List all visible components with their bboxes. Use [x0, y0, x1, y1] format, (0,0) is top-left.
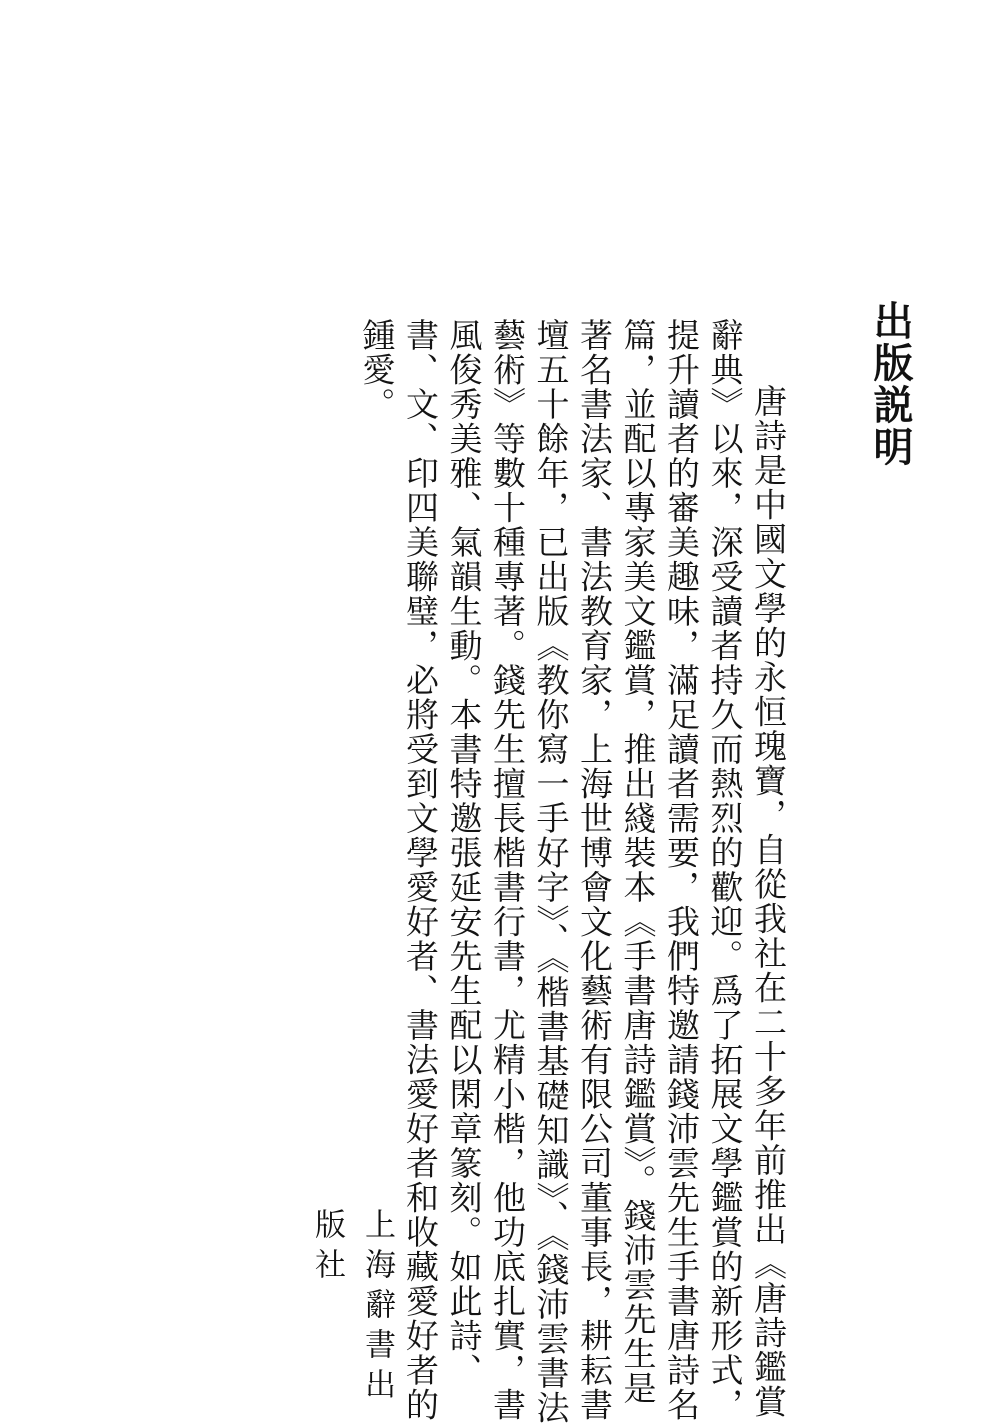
body-paragraph: 唐詩是中國文學的永恒瑰寶，自從我社在二十多年前推出《唐詩鑑賞辭典》以來，深受讀者持久而熱烈的歡迎。爲了拓展文學鑑賞的新形式，提升讀者的審美趣味，滿足讀者需要，我們特邀請錢沛雲先生手書唐詩名篇，並配以專家美文鑑賞，推出綫裝本《手書唐詩鑑賞》。錢沛雲先生是著名書法家、書法教育家，上海世博會文化藝術有限公司董事長，耕耘書壇五十餘年，已出版《教你寫一手好字》、《楷書基礎知識》、《錢沛雲書法藝術》等數十種專著。錢先生擅長楷書行書，尤精小楷，他功底扎實，書風俊秀美雅、氣韻生動。本書特邀張延安先生配以閑章篆刻。如此詩、書、文、印四美聯璧，必將受到文學愛好者、書法愛好者和收藏愛好者的鍾愛。: [357, 318, 788, 1425]
publisher-signature: 上海辭書出版社: [309, 1208, 395, 1408]
body-text: [357, 318, 790, 1427]
page-title: 出版説明: [867, 300, 913, 468]
